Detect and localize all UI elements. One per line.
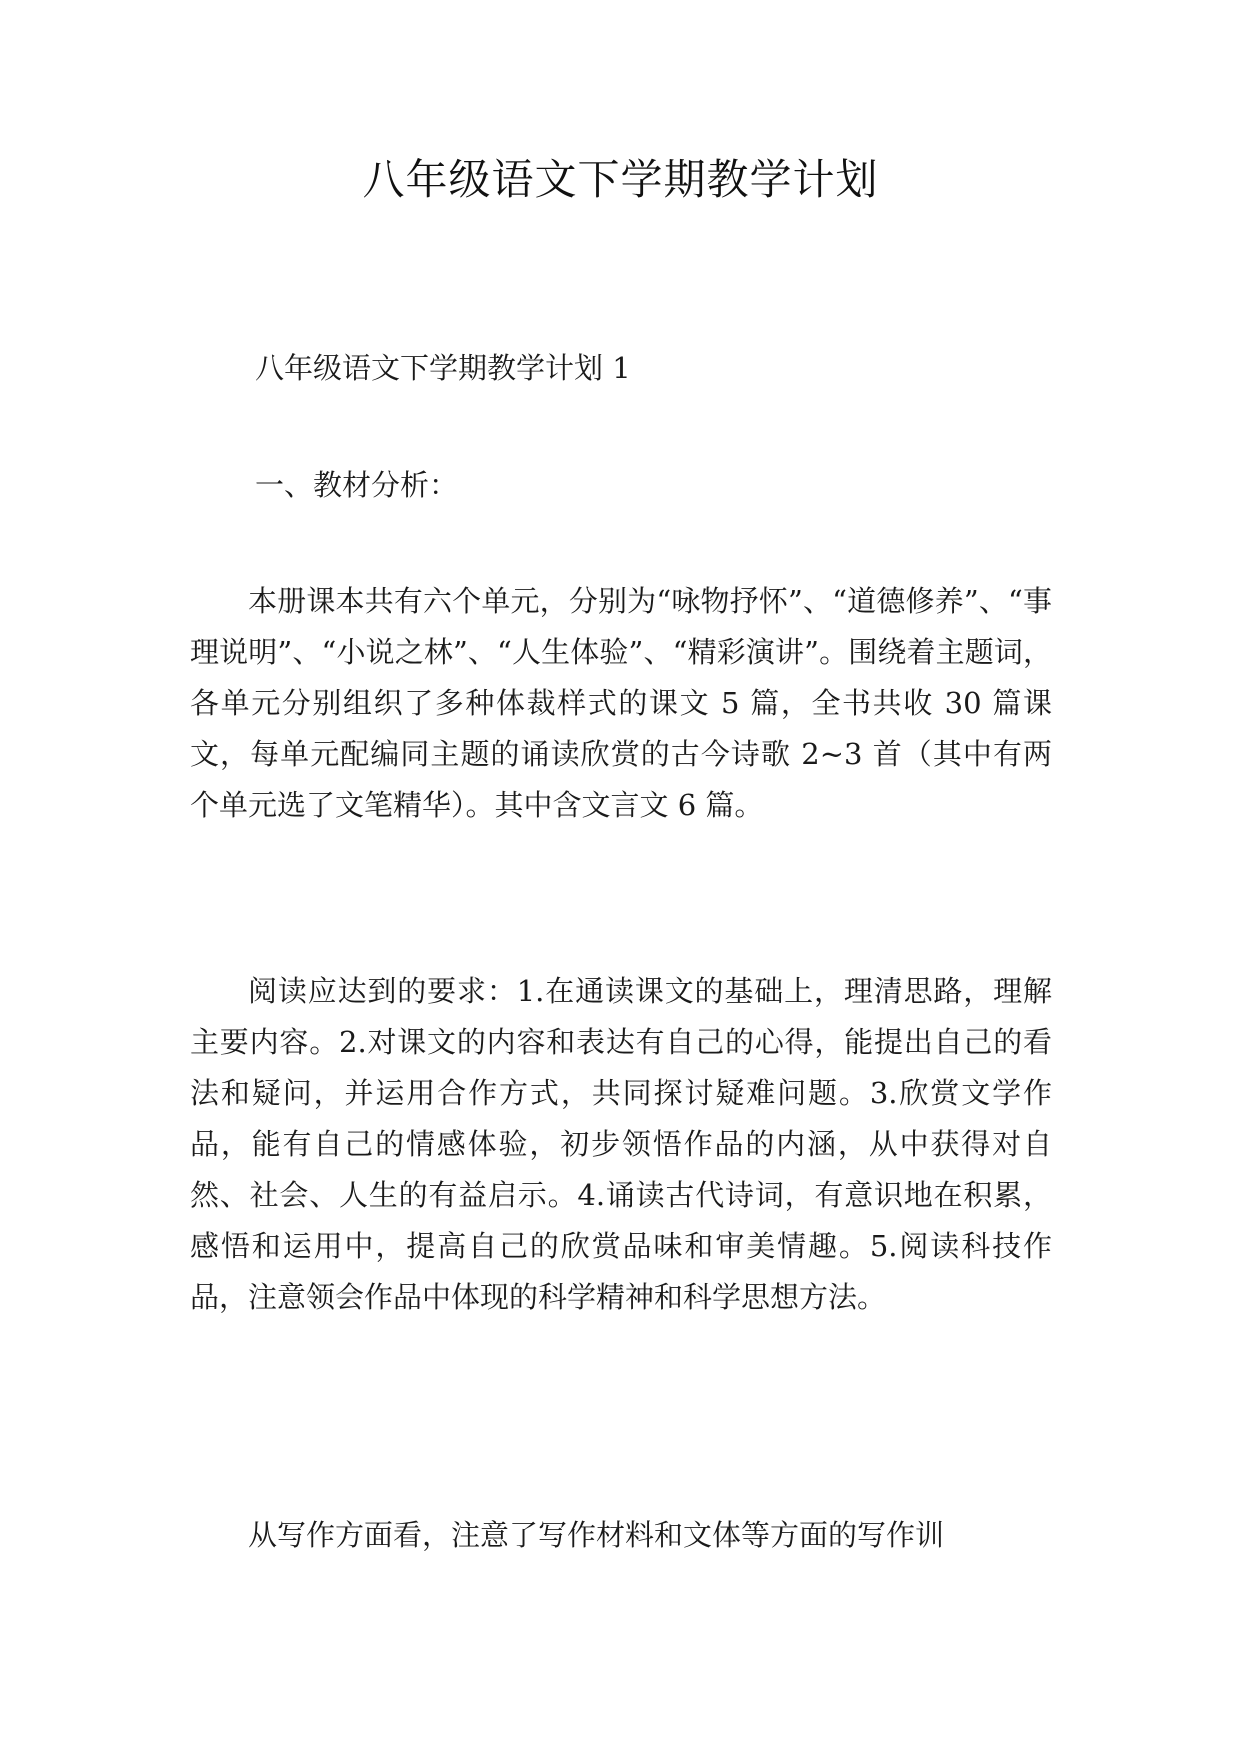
section-heading-textbook-analysis: 一、教材分析： (255, 468, 459, 502)
paragraph-units-overview: 本册课本共有六个单元，分别为“咏物抒怀”、“道德修养”、“事理说明”、“小说之林”、“人生体验”、“精彩演讲”。围绕着主题词，各单元分别组织了多种体裁样式的课文 5 篇，全书共收 30 篇课文，每单元配编同主题的诵读欣赏的古今诗歌 2~3 首（其中有两个单元选了文笔精华）。其中含文言文 6 篇。 (190, 584, 1052, 822)
paragraph-writing-aspect: 从写作方面看，注意了写作材料和文体等方面的写作训 (248, 1518, 945, 1552)
document-title: 八年级语文下学期教学计划 (362, 155, 879, 204)
paragraph-reading-requirements: 阅读应达到的要求：1.在通读课文的基础上，理清思路，理解主要内容。2.对课文的内容和表达有自己的心得，能提出自己的看法和疑问，并运用合作方式，共同探讨疑难问题。3.欣赏文学作品，能有自己的情感体验，初步领悟作品的内涵，从中获得对自然、社会、人生的有益启示。4.诵读古代诗词，有意识地在积累，感悟和运用中，提高自己的欣赏品味和审美情趣。5.阅读科技作品，注意领会作品中体现的科学精神和科学思想方法。 (190, 974, 1052, 1314)
document-subtitle: 八年级语文下学期教学计划 1 (255, 351, 631, 385)
